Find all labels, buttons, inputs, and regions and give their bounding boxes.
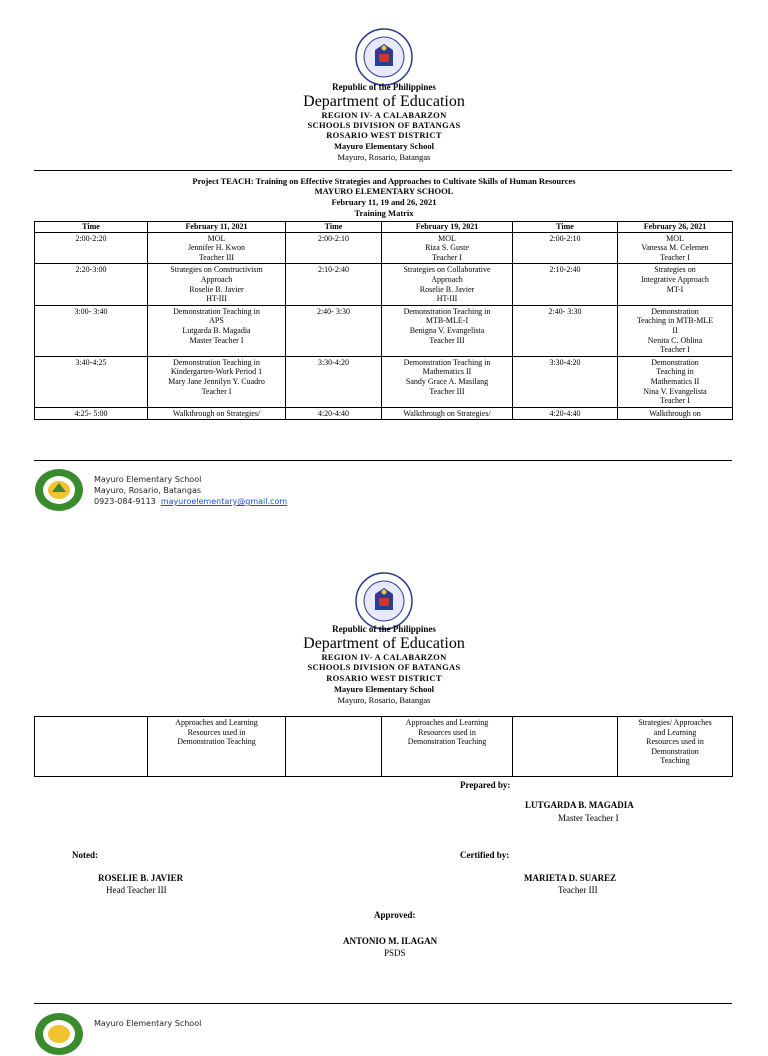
- footer-email-link[interactable]: mayuroelementary@gmail.com: [160, 497, 288, 506]
- table-cell: 3:30-4:20: [286, 356, 382, 407]
- table-cell: Strategies on Integrative Approach MT-I: [618, 264, 733, 305]
- table-row: [35, 356, 733, 407]
- approved-label: Approved:: [374, 910, 416, 920]
- header-time-3: Time: [513, 222, 618, 233]
- table-cell: Approaches and Learning Resources used in Demonstration Teaching: [382, 717, 513, 777]
- table-cell: [513, 717, 618, 777]
- table-cell: Demonstration Teaching in MTB-MLE-I Benigna V. Evangelista Teacher III: [382, 305, 513, 356]
- training-matrix-table: [34, 221, 733, 420]
- header-feb-11: February 11, 2021: [148, 222, 286, 233]
- table-cell: 2:20-3:00: [35, 264, 148, 305]
- table-cell: 2:40- 3:30: [286, 305, 382, 356]
- table-cell: 4:25- 5:00: [35, 407, 148, 420]
- table-cell: Demonstration Teaching in Mathematics II Sandy Grace A. Masilang Teacher III: [382, 356, 513, 407]
- table-cell: Walkthrough on Strategies/: [382, 407, 513, 420]
- page-1: [0, 0, 768, 520]
- department-title: Department of Education: [303, 635, 465, 652]
- region-label: REGION IV- A CALABARZON: [321, 110, 447, 120]
- table-row: [35, 717, 733, 777]
- page-2-footer: [34, 1012, 734, 1056]
- table-cell: MOL Jennifer H. Kwon Teacher III: [148, 232, 286, 264]
- noted-title: Head Teacher III: [106, 885, 167, 895]
- deped-seal-icon: [355, 572, 413, 630]
- region-label: REGION IV- A CALABARZON: [321, 652, 447, 662]
- project-dates: February 11, 19 and 26, 2021: [331, 197, 437, 207]
- prepared-label: Prepared by:: [460, 780, 511, 790]
- page-1-footer: [34, 468, 734, 512]
- header-time-2: Time: [286, 222, 382, 233]
- approved-title: PSDS: [384, 948, 406, 958]
- table-row: [35, 305, 733, 356]
- certified-label: Certified by:: [460, 850, 510, 860]
- header-divider: [34, 170, 732, 171]
- school-label: Mayuro Elementary School: [334, 141, 434, 151]
- table-cell: Strategies/ Approaches and Learning Resources used in Demonstration Teaching: [618, 717, 733, 777]
- approved-name: ANTONIO M. ILAGAN: [343, 936, 438, 946]
- footer-phone: 0923-084-9113: [94, 497, 156, 506]
- republic-label: Republic of the Philippines: [332, 82, 436, 92]
- table-cell: MOL Vanessa M. Celemen Teacher I: [618, 232, 733, 264]
- page-2-bottom-divider: [34, 1003, 732, 1004]
- address-label: Mayuro, Rosario, Batangas: [337, 695, 431, 705]
- table-cell: Strategies on Constructivism Approach Roselie B. Javier HT-III: [148, 264, 286, 305]
- table-cell: Demonstration Teaching in Mathematics II Nina V. Evangelista Teacher I: [618, 356, 733, 407]
- footer-school: Mayuro Elementary School: [94, 1019, 202, 1028]
- table-cell: 4:20-4:40: [286, 407, 382, 420]
- table-cell: [35, 717, 148, 777]
- republic-label: Republic of the Philippines: [332, 624, 436, 634]
- table-cell: Demonstration Teaching in APS Lutgarda B. Magadia Master Teacher I: [148, 305, 286, 356]
- page-1-bottom-divider: [34, 460, 732, 461]
- division-label: SCHOOLS DIVISION OF BATANGAS: [307, 120, 461, 130]
- school-logo-icon: [34, 468, 84, 512]
- table-cell: 2:40- 3:30: [513, 305, 618, 356]
- district-label: ROSARIO WEST DISTRICT: [326, 673, 442, 683]
- noted-label: Noted:: [72, 850, 98, 860]
- table-cell: Approaches and Learning Resources used in Demonstration Teaching: [148, 717, 286, 777]
- certified-name: MARIETA D. SUAREZ: [524, 873, 617, 883]
- table-cell: 2:10-2:40: [513, 264, 618, 305]
- footer-contact: [94, 474, 287, 507]
- table-row: [35, 407, 733, 420]
- project-title: Project TEACH: Training on Effective Strategies and Approaches to Cultivate Skills of Human Resources: [192, 176, 576, 186]
- table-cell: 2:10-2:40: [286, 264, 382, 305]
- continued-matrix-table: [34, 716, 733, 777]
- table-cell: 3:30-4:20: [513, 356, 618, 407]
- table-cell: Walkthrough on: [618, 407, 733, 420]
- table-cell: Strategies on Collaborative Approach Roselie B. Javier HT-III: [382, 264, 513, 305]
- footer-address: Mayuro, Rosario, Batangas: [94, 486, 202, 495]
- matrix-label: Training Matrix: [354, 208, 414, 218]
- school-label: Mayuro Elementary School: [334, 684, 434, 694]
- page-2: [0, 560, 768, 1028]
- table-cell: 4:20-4:40: [513, 407, 618, 420]
- table-cell: 3:40-4:25: [35, 356, 148, 407]
- district-label: ROSARIO WEST DISTRICT: [326, 130, 442, 140]
- table-cell: Demonstration Teaching in Kindergarten-Work Period 1 Mary Jane Jennilyn Y. Cuadro Teacher I: [148, 356, 286, 407]
- table-row: [35, 264, 733, 305]
- deped-seal-icon: [355, 28, 413, 86]
- noted-name: ROSELIE B. JAVIER: [98, 873, 184, 883]
- prepared-name: LUTGARDA B. MAGADIA: [525, 800, 634, 810]
- table-cell: [286, 717, 382, 777]
- table-header-row: [35, 222, 733, 233]
- prepared-title: Master Teacher I: [558, 813, 619, 823]
- certified-title: Teacher III: [558, 885, 598, 895]
- table-cell: 2:00-2:20: [35, 232, 148, 264]
- department-title: Department of Education: [303, 93, 465, 110]
- table-cell: MOL Riza S. Guste Teacher I: [382, 232, 513, 264]
- address-label: Mayuro, Rosario, Batangas: [337, 152, 431, 162]
- division-label: SCHOOLS DIVISION OF BATANGAS: [307, 662, 461, 672]
- header-feb-19: February 19, 2021: [382, 222, 513, 233]
- header-feb-26: February 26, 2021: [618, 222, 733, 233]
- table-cell: Walkthrough on Strategies/: [148, 407, 286, 420]
- header-time-1: Time: [35, 222, 148, 233]
- table-cell: 2:00-2:10: [513, 232, 618, 264]
- table-cell: 2:00-2:10: [286, 232, 382, 264]
- table-cell: Demonstration Teaching in MTB-MLE II Nenita C. Oblina Teacher I: [618, 305, 733, 356]
- table-row: [35, 232, 733, 264]
- project-school: MAYURO ELEMENTARY SCHOOL: [314, 186, 454, 196]
- footer-school: Mayuro Elementary School: [94, 475, 202, 484]
- table-cell: 3:00- 3:40: [35, 305, 148, 356]
- school-logo-icon: [34, 1012, 84, 1056]
